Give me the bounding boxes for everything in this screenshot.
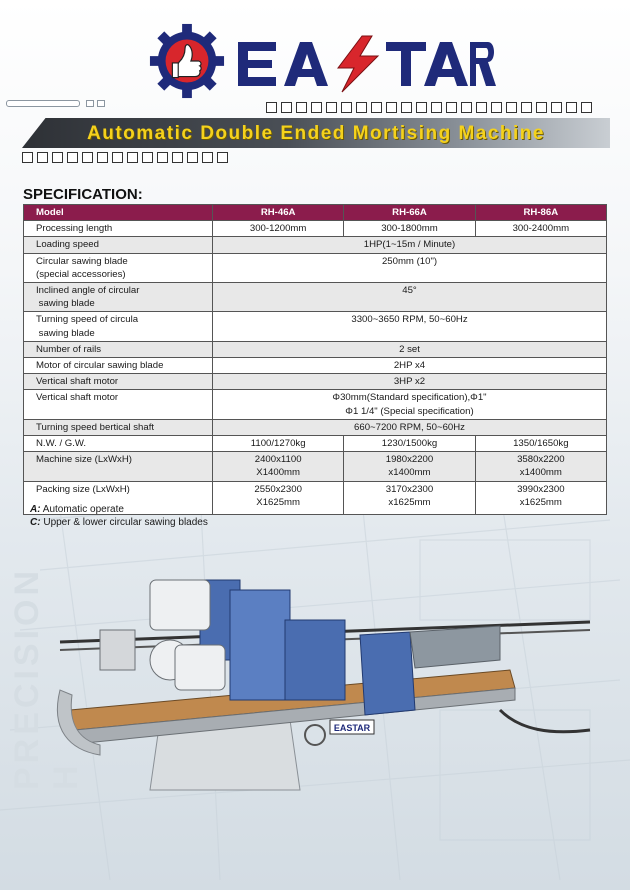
cell-line: X1400mm — [256, 467, 301, 479]
row-label: Motor of circular sawing blade — [24, 358, 213, 374]
row-label: Processing length — [24, 221, 213, 237]
cell-line: x1400mm — [388, 467, 431, 479]
cell-value — [213, 390, 607, 419]
note-key: C: — [30, 517, 41, 528]
note-item — [30, 503, 208, 516]
cell-line: 2550x2300 — [254, 483, 302, 495]
row-label: N.W. / G.W. — [24, 436, 213, 452]
cell-value — [213, 481, 344, 514]
table-row — [24, 341, 607, 357]
row-label: Loading speed — [24, 237, 213, 253]
cell-line: X1625mm — [256, 496, 301, 508]
cell-value — [475, 481, 606, 514]
table-row — [24, 452, 607, 481]
header-rh46a: RH-46A — [213, 205, 344, 221]
row-label-line: Circular sawing blade — [36, 255, 128, 267]
table-row — [24, 253, 607, 282]
header-model: Model — [24, 205, 213, 221]
table-row — [24, 374, 607, 390]
machine-illustration — [30, 560, 630, 800]
note-key: A: — [30, 504, 41, 515]
cell-value: 1100/1270kg — [213, 436, 344, 452]
cell-line: 3990x2300 — [517, 483, 565, 495]
row-label: Vertical shaft motor — [24, 390, 213, 419]
cell-value: 1230/1500kg — [344, 436, 475, 452]
cell-value: 2 set — [213, 341, 607, 357]
table-row — [24, 419, 607, 435]
row-label-line: Turning speed of circula — [36, 314, 139, 326]
row-label-line: Inclined angle of circular — [36, 285, 140, 297]
row-label — [24, 312, 213, 341]
brand-wordmark — [236, 34, 496, 94]
row-label-line: sawing blade — [36, 327, 95, 339]
cell-value — [344, 452, 475, 481]
cell-value: 300-2400mm — [475, 221, 606, 237]
row-label: Number of rails — [24, 341, 213, 357]
cell-line: x1400mm — [519, 467, 562, 479]
cell-value — [213, 452, 344, 481]
row-label — [24, 253, 213, 282]
table-row — [24, 283, 607, 312]
cell-value: 3HP x2 — [213, 374, 607, 390]
cell-line: 3170x2300 — [385, 483, 434, 495]
cell-line: 1980x2200 — [385, 454, 434, 466]
row-label: Machine size (LxWxH) — [24, 452, 213, 481]
note-text: Upper & lower circular sawing blades — [40, 517, 208, 528]
cell-value: 45° — [213, 283, 607, 312]
watermark-text: PRECISION H — [8, 566, 85, 790]
cell-value: 3300~3650 RPM, 50~60Hz — [213, 312, 607, 341]
cell-value: 1HP(1~15m / Minute) — [213, 237, 607, 253]
notes — [30, 503, 208, 529]
decorative-squares-bottom — [22, 152, 228, 163]
note-item — [30, 516, 208, 529]
cell-value: 2HP x4 — [213, 358, 607, 374]
row-label-line: (special accessories) — [36, 268, 126, 280]
table-row — [24, 221, 607, 237]
decorative-square — [86, 100, 94, 107]
specification-heading: SPECIFICATION: — [23, 186, 143, 203]
machine-badge: EASTAR — [333, 723, 371, 733]
cell-line: Φ1 1/4" (Special specification) — [345, 405, 474, 417]
table-row — [24, 390, 607, 419]
row-label: Vertical shaft motor — [24, 374, 213, 390]
cell-line: 3580x2200 — [517, 454, 565, 466]
row-label-line: sawing blade — [36, 298, 95, 310]
decorative-bar — [6, 100, 80, 107]
row-label — [24, 283, 213, 312]
cell-value: 300-1800mm — [344, 221, 475, 237]
cell-line: x1625mm — [388, 496, 431, 508]
page-title: Automatic Double Ended Mortising Machine — [87, 123, 545, 144]
specification-table — [23, 204, 607, 515]
note-text: Automatic operate — [40, 504, 124, 515]
table-row — [24, 358, 607, 374]
cell-line: x1625mm — [519, 496, 562, 508]
table-row — [24, 312, 607, 341]
decorative-square — [97, 100, 105, 107]
header-rh86a: RH-86A — [475, 205, 606, 221]
cell-value: 1350/1650kg — [475, 436, 606, 452]
brand-logo — [148, 22, 488, 104]
row-label: Packing size (LxWxH) — [24, 481, 213, 514]
cell-value: 300-1200mm — [213, 221, 344, 237]
cell-line: Φ30mm(Standard specification),Φ1" — [332, 392, 487, 404]
cell-value: 660~7200 RPM, 50~60Hz — [213, 419, 607, 435]
decorative-squares-top — [266, 102, 592, 113]
cell-value: 250mm (10") — [213, 253, 607, 282]
header-rh66a: RH-66A — [344, 205, 475, 221]
cell-value — [344, 481, 475, 514]
table-row — [24, 436, 607, 452]
thumbs-up-gear-icon — [148, 22, 226, 100]
table-header-row — [24, 205, 607, 221]
cell-line: 2400x1100 — [254, 454, 302, 466]
table-row — [24, 237, 607, 253]
cell-value — [475, 452, 606, 481]
row-label: Turning speed bertical shaft — [24, 419, 213, 435]
